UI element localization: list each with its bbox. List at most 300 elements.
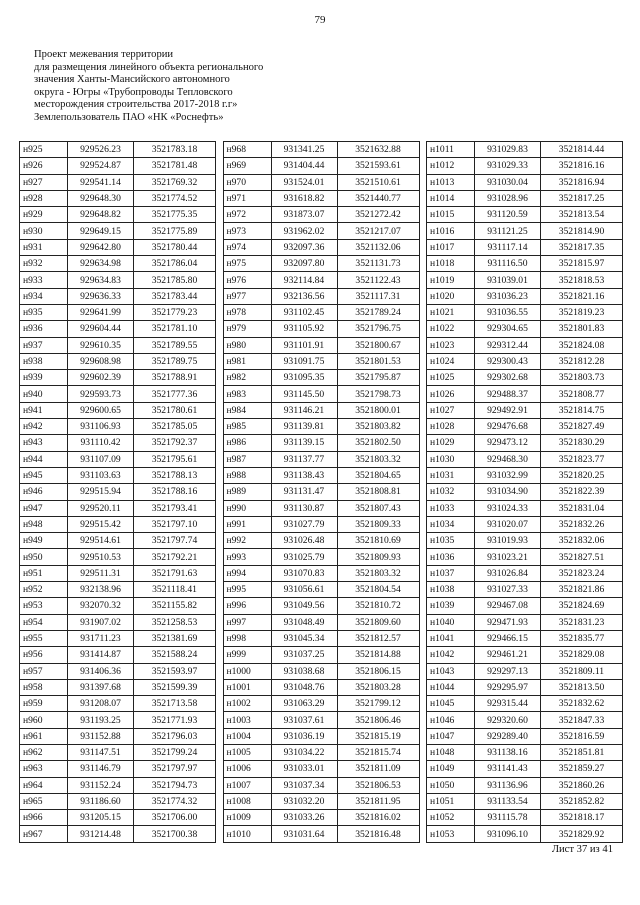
point-id-cell: н982	[223, 370, 271, 386]
table-row	[223, 386, 419, 402]
table-row	[20, 451, 216, 467]
y-coordinate-cell: 3521797.74	[134, 533, 216, 549]
table-row	[20, 777, 216, 793]
y-coordinate-cell: 3521810.69	[337, 533, 419, 549]
point-id-cell: н976	[223, 272, 271, 288]
x-coordinate-cell: 931032.20	[271, 793, 337, 809]
y-coordinate-cell: 3521811.95	[337, 793, 419, 809]
table-row	[427, 451, 623, 467]
point-id-cell: н938	[20, 353, 68, 369]
point-id-cell: н1047	[427, 728, 475, 744]
y-coordinate-cell: 3521796.75	[337, 321, 419, 337]
x-coordinate-cell: 931152.88	[68, 728, 134, 744]
point-id-cell: н1017	[427, 239, 475, 255]
table-row	[223, 516, 419, 532]
point-id-cell: н1013	[427, 174, 475, 190]
point-id-cell: н966	[20, 810, 68, 826]
y-coordinate-cell: 3521827.49	[541, 419, 623, 435]
y-coordinate-cell: 3521809.93	[337, 549, 419, 565]
table-row	[223, 630, 419, 646]
y-coordinate-cell: 3521813.50	[541, 679, 623, 695]
point-id-cell: н946	[20, 484, 68, 500]
x-coordinate-cell: 931048.76	[271, 679, 337, 695]
point-id-cell: н956	[20, 647, 68, 663]
y-coordinate-cell: 3521831.23	[541, 614, 623, 630]
table-row	[223, 304, 419, 320]
y-coordinate-cell: 3521814.75	[541, 402, 623, 418]
table-row	[427, 533, 623, 549]
y-coordinate-cell: 3521788.13	[134, 467, 216, 483]
y-coordinate-cell: 3521795.61	[134, 451, 216, 467]
y-coordinate-cell: 3521588.24	[134, 647, 216, 663]
x-coordinate-cell: 931034.90	[475, 484, 541, 500]
x-coordinate-cell: 931106.93	[68, 419, 134, 435]
x-coordinate-cell: 932097.36	[271, 239, 337, 255]
x-coordinate-cell: 931027.79	[271, 516, 337, 532]
point-id-cell: н959	[20, 696, 68, 712]
point-id-cell: н1048	[427, 744, 475, 760]
x-coordinate-cell: 931107.09	[68, 451, 134, 467]
x-coordinate-cell: 931033.26	[271, 810, 337, 826]
y-coordinate-cell: 3521816.48	[337, 826, 419, 842]
point-id-cell: н948	[20, 516, 68, 532]
header-line: округа - Югры «Трубопроводы Тепловского	[34, 86, 233, 98]
y-coordinate-cell: 3521599.39	[134, 679, 216, 695]
y-coordinate-cell: 3521775.89	[134, 223, 216, 239]
table-row	[20, 582, 216, 598]
table-row	[223, 614, 419, 630]
point-id-cell: н998	[223, 630, 271, 646]
y-coordinate-cell: 3521818.17	[541, 810, 623, 826]
point-id-cell: н1026	[427, 386, 475, 402]
table-row	[427, 288, 623, 304]
point-id-cell: н931	[20, 239, 68, 255]
x-coordinate-cell: 931091.75	[271, 353, 337, 369]
x-coordinate-cell: 931028.96	[475, 190, 541, 206]
x-coordinate-cell: 931115.78	[475, 810, 541, 826]
table-row	[223, 696, 419, 712]
table-row	[427, 630, 623, 646]
point-id-cell: н949	[20, 533, 68, 549]
point-id-cell: н1000	[223, 663, 271, 679]
point-id-cell: н927	[20, 174, 68, 190]
y-coordinate-cell: 3521823.77	[541, 451, 623, 467]
point-id-cell: н1035	[427, 533, 475, 549]
point-id-cell: н997	[223, 614, 271, 630]
x-coordinate-cell: 931962.02	[271, 223, 337, 239]
point-id-cell: н967	[20, 826, 68, 842]
x-coordinate-cell: 931524.01	[271, 174, 337, 190]
point-id-cell: н1036	[427, 549, 475, 565]
y-coordinate-cell: 3521803.32	[337, 565, 419, 581]
y-coordinate-cell: 3521797.97	[134, 761, 216, 777]
table-row	[20, 353, 216, 369]
x-coordinate-cell: 929604.44	[68, 321, 134, 337]
point-id-cell: н1030	[427, 451, 475, 467]
y-coordinate-cell: 3521859.27	[541, 761, 623, 777]
point-id-cell: н965	[20, 793, 68, 809]
table-row	[427, 484, 623, 500]
coordinate-tables	[19, 141, 623, 843]
x-coordinate-cell: 931030.04	[475, 174, 541, 190]
point-id-cell: н968	[223, 142, 271, 158]
point-id-cell: н1053	[427, 826, 475, 842]
x-coordinate-cell: 931096.10	[475, 826, 541, 842]
x-coordinate-cell: 931102.45	[271, 304, 337, 320]
point-id-cell: н951	[20, 565, 68, 581]
y-coordinate-cell: 3521830.29	[541, 435, 623, 451]
x-coordinate-cell: 931029.33	[475, 158, 541, 174]
point-id-cell: н992	[223, 533, 271, 549]
y-coordinate-cell: 3521808.77	[541, 386, 623, 402]
sheet-label: Лист 37 из 41	[551, 844, 613, 855]
table-row	[427, 142, 623, 158]
y-coordinate-cell: 3521258.53	[134, 614, 216, 630]
point-id-cell: н944	[20, 451, 68, 467]
y-coordinate-cell: 3521847.33	[541, 712, 623, 728]
point-id-cell: н1010	[223, 826, 271, 842]
y-coordinate-cell: 3521775.35	[134, 207, 216, 223]
point-id-cell: н957	[20, 663, 68, 679]
point-id-cell: н939	[20, 370, 68, 386]
table-row	[427, 158, 623, 174]
point-id-cell: н1006	[223, 761, 271, 777]
table-row	[427, 353, 623, 369]
x-coordinate-cell: 931618.82	[271, 190, 337, 206]
x-coordinate-cell: 931101.91	[271, 337, 337, 353]
x-coordinate-cell: 929300.43	[475, 353, 541, 369]
table-row	[427, 663, 623, 679]
y-coordinate-cell: 3521829.92	[541, 826, 623, 842]
x-coordinate-cell: 931070.83	[271, 565, 337, 581]
table-row	[427, 712, 623, 728]
point-id-cell: н1023	[427, 337, 475, 353]
table-row	[20, 207, 216, 223]
x-coordinate-cell: 931136.96	[475, 777, 541, 793]
y-coordinate-cell: 3521799.24	[134, 744, 216, 760]
y-coordinate-cell: 3521272.42	[337, 207, 419, 223]
y-coordinate-cell: 3521786.04	[134, 256, 216, 272]
point-id-cell: н978	[223, 304, 271, 320]
point-id-cell: н1051	[427, 793, 475, 809]
table-row	[20, 223, 216, 239]
point-id-cell: н941	[20, 402, 68, 418]
y-coordinate-cell: 3521132.06	[337, 239, 419, 255]
table-row	[223, 810, 419, 826]
table-row	[427, 679, 623, 695]
table-row	[223, 712, 419, 728]
table-row	[427, 500, 623, 516]
y-coordinate-cell: 3521811.09	[337, 761, 419, 777]
table-row	[223, 288, 419, 304]
table-row	[223, 647, 419, 663]
table-row	[223, 321, 419, 337]
x-coordinate-cell: 931036.19	[271, 728, 337, 744]
table-row	[427, 696, 623, 712]
table-row	[20, 793, 216, 809]
x-coordinate-cell: 929295.97	[475, 679, 541, 695]
table-row	[20, 321, 216, 337]
point-id-cell: н969	[223, 158, 271, 174]
x-coordinate-cell: 931036.23	[475, 288, 541, 304]
point-id-cell: н1020	[427, 288, 475, 304]
point-id-cell: н988	[223, 467, 271, 483]
document-header	[34, 49, 263, 125]
x-coordinate-cell: 931205.15	[68, 810, 134, 826]
point-id-cell: н930	[20, 223, 68, 239]
point-id-cell: н980	[223, 337, 271, 353]
x-coordinate-cell: 929297.13	[475, 663, 541, 679]
x-coordinate-cell: 929636.33	[68, 288, 134, 304]
y-coordinate-cell: 3521832.06	[541, 533, 623, 549]
y-coordinate-cell: 3521823.24	[541, 565, 623, 581]
point-id-cell: н943	[20, 435, 68, 451]
y-coordinate-cell: 3521780.61	[134, 402, 216, 418]
y-coordinate-cell: 3521789.75	[134, 353, 216, 369]
y-coordinate-cell: 3521835.77	[541, 630, 623, 646]
x-coordinate-cell: 931110.42	[68, 435, 134, 451]
y-coordinate-cell: 3521803.82	[337, 419, 419, 435]
table-row	[427, 516, 623, 532]
table-row	[223, 467, 419, 483]
table-row	[223, 565, 419, 581]
y-coordinate-cell: 3521814.88	[337, 647, 419, 663]
x-coordinate-cell: 929602.39	[68, 370, 134, 386]
x-coordinate-cell: 931873.07	[271, 207, 337, 223]
x-coordinate-cell: 931133.54	[475, 793, 541, 809]
x-coordinate-cell: 931146.79	[68, 761, 134, 777]
point-id-cell: н950	[20, 549, 68, 565]
y-coordinate-cell: 3521788.91	[134, 370, 216, 386]
x-coordinate-cell: 931037.34	[271, 777, 337, 793]
table-row	[20, 370, 216, 386]
table-row	[427, 565, 623, 581]
x-coordinate-cell: 931023.21	[475, 549, 541, 565]
table-row	[427, 321, 623, 337]
point-id-cell: н994	[223, 565, 271, 581]
point-id-cell: н1040	[427, 614, 475, 630]
table-row	[20, 288, 216, 304]
point-id-cell: н1001	[223, 679, 271, 695]
x-coordinate-cell: 931130.87	[271, 500, 337, 516]
y-coordinate-cell: 3521593.97	[134, 663, 216, 679]
point-id-cell: н1002	[223, 696, 271, 712]
x-coordinate-cell: 932070.32	[68, 598, 134, 614]
y-coordinate-cell: 3521803.73	[541, 370, 623, 386]
table-row	[427, 761, 623, 777]
table-row	[223, 256, 419, 272]
table-row	[20, 826, 216, 842]
point-id-cell: н996	[223, 598, 271, 614]
table-row	[427, 256, 623, 272]
y-coordinate-cell: 3521381.69	[134, 630, 216, 646]
table-row	[20, 467, 216, 483]
x-coordinate-cell: 932136.56	[271, 288, 337, 304]
x-coordinate-cell: 931406.36	[68, 663, 134, 679]
y-coordinate-cell: 3521774.52	[134, 190, 216, 206]
table-row	[20, 663, 216, 679]
point-id-cell: н1050	[427, 777, 475, 793]
x-coordinate-cell: 929515.94	[68, 484, 134, 500]
table-row	[223, 272, 419, 288]
y-coordinate-cell: 3521815.74	[337, 744, 419, 760]
table-row	[223, 190, 419, 206]
x-coordinate-cell: 929514.61	[68, 533, 134, 549]
y-coordinate-cell: 3521700.38	[134, 826, 216, 842]
table-row	[223, 484, 419, 500]
table-row	[427, 598, 623, 614]
table-row	[427, 402, 623, 418]
table-row	[20, 647, 216, 663]
point-id-cell: н977	[223, 288, 271, 304]
table-row	[427, 272, 623, 288]
x-coordinate-cell: 931037.61	[271, 712, 337, 728]
point-id-cell: н999	[223, 647, 271, 663]
y-coordinate-cell: 3521818.53	[541, 272, 623, 288]
point-id-cell: н1004	[223, 728, 271, 744]
table-row	[20, 484, 216, 500]
x-coordinate-cell: 931193.25	[68, 712, 134, 728]
point-id-cell: н970	[223, 174, 271, 190]
point-id-cell: н1038	[427, 582, 475, 598]
table-row	[223, 582, 419, 598]
point-id-cell: н934	[20, 288, 68, 304]
point-id-cell: н1027	[427, 402, 475, 418]
y-coordinate-cell: 3521131.73	[337, 256, 419, 272]
table-row	[20, 419, 216, 435]
x-coordinate-cell: 931208.07	[68, 696, 134, 712]
x-coordinate-cell: 931404.44	[271, 158, 337, 174]
point-id-cell: н1005	[223, 744, 271, 760]
x-coordinate-cell: 931036.55	[475, 304, 541, 320]
point-id-cell: н1018	[427, 256, 475, 272]
point-id-cell: н1015	[427, 207, 475, 223]
table-row	[20, 712, 216, 728]
table-row	[427, 810, 623, 826]
x-coordinate-cell: 931105.92	[271, 321, 337, 337]
point-id-cell: н942	[20, 419, 68, 435]
x-coordinate-cell: 929315.44	[475, 696, 541, 712]
table-row	[223, 158, 419, 174]
coordinate-table-2	[223, 141, 420, 843]
y-coordinate-cell: 3521785.05	[134, 419, 216, 435]
y-coordinate-cell: 3521789.24	[337, 304, 419, 320]
point-id-cell: н1012	[427, 158, 475, 174]
y-coordinate-cell: 3521810.72	[337, 598, 419, 614]
y-coordinate-cell: 3521832.62	[541, 696, 623, 712]
point-id-cell: н936	[20, 321, 68, 337]
x-coordinate-cell: 931037.25	[271, 647, 337, 663]
table-row	[223, 353, 419, 369]
y-coordinate-cell: 3521815.19	[337, 728, 419, 744]
x-coordinate-cell: 929520.11	[68, 500, 134, 516]
x-coordinate-cell: 931120.59	[475, 207, 541, 223]
x-coordinate-cell: 931019.93	[475, 533, 541, 549]
point-id-cell: н1039	[427, 598, 475, 614]
y-coordinate-cell: 3521800.67	[337, 337, 419, 353]
x-coordinate-cell: 931045.34	[271, 630, 337, 646]
table-row	[427, 304, 623, 320]
table-row	[223, 337, 419, 353]
y-coordinate-cell: 3521860.26	[541, 777, 623, 793]
table-row	[20, 696, 216, 712]
y-coordinate-cell: 3521814.44	[541, 142, 623, 158]
y-coordinate-cell: 3521801.83	[541, 321, 623, 337]
table-row	[223, 598, 419, 614]
x-coordinate-cell: 929467.08	[475, 598, 541, 614]
y-coordinate-cell: 3521788.16	[134, 484, 216, 500]
point-id-cell: н984	[223, 402, 271, 418]
point-id-cell: н1019	[427, 272, 475, 288]
y-coordinate-cell: 3521851.81	[541, 744, 623, 760]
table-row	[223, 761, 419, 777]
x-coordinate-cell: 931024.33	[475, 500, 541, 516]
y-coordinate-cell: 3521806.46	[337, 712, 419, 728]
header-line: Землепользователь ПАО «НК «Роснефть»	[34, 111, 224, 123]
y-coordinate-cell: 3521831.04	[541, 500, 623, 516]
table-row	[223, 419, 419, 435]
point-id-cell: н974	[223, 239, 271, 255]
table-row	[427, 239, 623, 255]
y-coordinate-cell: 3521815.97	[541, 256, 623, 272]
table-row	[223, 679, 419, 695]
x-coordinate-cell: 929468.30	[475, 451, 541, 467]
y-coordinate-cell: 3521816.16	[541, 158, 623, 174]
table-row	[427, 467, 623, 483]
table-row	[20, 598, 216, 614]
table-row	[223, 533, 419, 549]
point-id-cell: н979	[223, 321, 271, 337]
x-coordinate-cell: 931056.61	[271, 582, 337, 598]
x-coordinate-cell: 929648.30	[68, 190, 134, 206]
x-coordinate-cell: 931038.68	[271, 663, 337, 679]
y-coordinate-cell: 3521827.51	[541, 549, 623, 565]
table-row	[20, 679, 216, 695]
x-coordinate-cell: 931095.35	[271, 370, 337, 386]
point-id-cell: н981	[223, 353, 271, 369]
x-coordinate-cell: 931131.47	[271, 484, 337, 500]
x-coordinate-cell: 929600.65	[68, 402, 134, 418]
x-coordinate-cell: 931139.15	[271, 435, 337, 451]
table-row	[427, 419, 623, 435]
x-coordinate-cell: 931138.16	[475, 744, 541, 760]
point-id-cell: н1046	[427, 712, 475, 728]
header-line: для размещения линейного объекта регионального	[34, 61, 264, 73]
table-row	[427, 174, 623, 190]
table-row	[223, 402, 419, 418]
y-coordinate-cell: 3521803.28	[337, 679, 419, 695]
x-coordinate-cell: 931117.14	[475, 239, 541, 255]
table-row	[223, 777, 419, 793]
point-id-cell: н953	[20, 598, 68, 614]
y-coordinate-cell: 3521819.23	[541, 304, 623, 320]
x-coordinate-cell: 929641.99	[68, 304, 134, 320]
x-coordinate-cell: 929492.91	[475, 402, 541, 418]
point-id-cell: н932	[20, 256, 68, 272]
y-coordinate-cell: 3521817.35	[541, 239, 623, 255]
point-id-cell: н940	[20, 386, 68, 402]
y-coordinate-cell: 3521817.25	[541, 190, 623, 206]
x-coordinate-cell: 929473.12	[475, 435, 541, 451]
y-coordinate-cell: 3521800.01	[337, 402, 419, 418]
point-id-cell: н971	[223, 190, 271, 206]
x-coordinate-cell: 929649.15	[68, 223, 134, 239]
point-id-cell: н1024	[427, 353, 475, 369]
x-coordinate-cell: 931907.02	[68, 614, 134, 630]
y-coordinate-cell: 3521789.55	[134, 337, 216, 353]
y-coordinate-cell: 3521808.81	[337, 484, 419, 500]
point-id-cell: н1034	[427, 516, 475, 532]
